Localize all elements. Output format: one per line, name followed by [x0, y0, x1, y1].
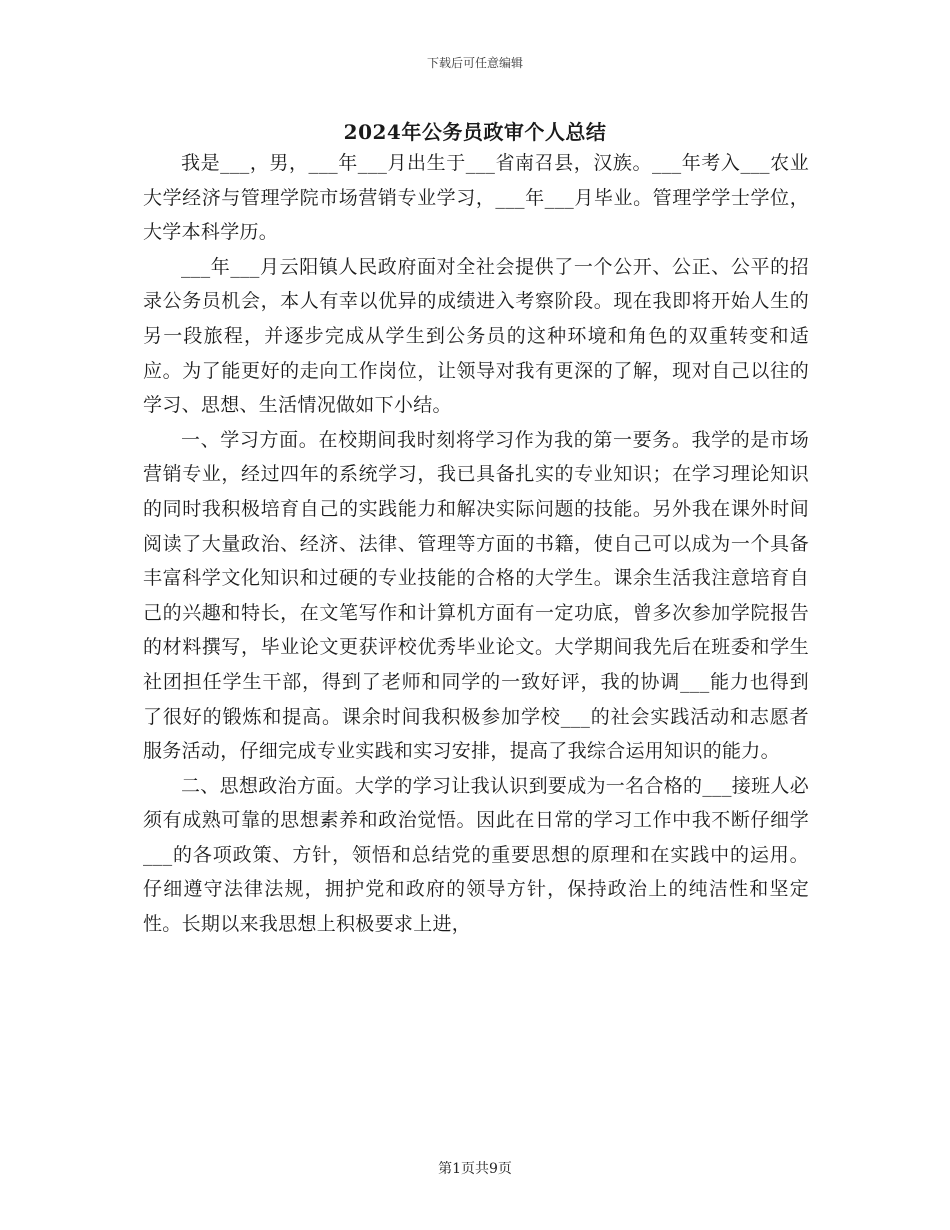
page-number-footer: 第1页共9页 — [438, 1161, 512, 1177]
paragraph-recruitment: ___年___月云阳镇人民政府面对全社会提供了一个公开、公正、公平的招录公务员机会，本人有幸以优异的成绩进入考察阶段。现在我即将开始人生的另一段旅程，并逐步完成从学生到公务员的这种环境和角色的双重转变和适应。为了能更好的走向工作岗位，让领导对我有更深的了解，现对自己以往的学习、思想、生活情况做如下小结。 — [143, 255, 809, 417]
paragraph-intro: 我是___，男，___年___月出生于___省南召县，汉族。___年考入___农业大学经济与管理学院市场营销专业学习，___年___月毕业。管理学学士学位，大学本科学历。 — [143, 152, 809, 244]
header-note: 下载后可任意编辑 — [426, 56, 523, 70]
document-body — [143, 146, 809, 942]
paragraph-study: 一、学习方面。在校期间我时刻将学习作为我的第一要务。我学的是市场营销专业，经过四年的系统学习，我已具备扎实的专业知识；在学习理论知识的同时我积极培育自己的实践能力和解决实际问题的技能。另外我在课外时间阅读了大量政治、经济、法律、管理等方面的书籍，使自己可以成为一个具备丰富科学文化知识和过硬的专业技能的合格的大学生。课余生活我注意培育自己的兴趣和特长，在文笔写作和计算机方面有一定功底，曾多次参加学院报告的材料撰写，毕业论文更获评校优秀毕业论文。大学期间我先后在班委和学生社团担任学生干部，得到了老师和同学的一致好评，我的协调___能力也得到了很好的锻炼和提高。课余时间我积极参加学校___的社会实践活动和志愿者服务活动，仔细完成专业实践和实习安排，提高了我综合运用知识的能力。 — [143, 428, 809, 763]
document-title: 2024年公务员政审个人总结 — [343, 120, 607, 144]
paragraph-political-thought: 二、思想政治方面。大学的学习让我认识到要成为一名合格的___接班人必须有成熟可靠的思想素养和政治觉悟。因此在日常的学习工作中我不断仔细学___的各项政策、方针，领悟和总结党的重要思想的原理和在实践中的运用。仔细遵守法律法规，拥护党和政府的领导方针，保持政治上的纯洁性和坚定性。长期以来我思想上积极要求上进， — [143, 774, 809, 936]
